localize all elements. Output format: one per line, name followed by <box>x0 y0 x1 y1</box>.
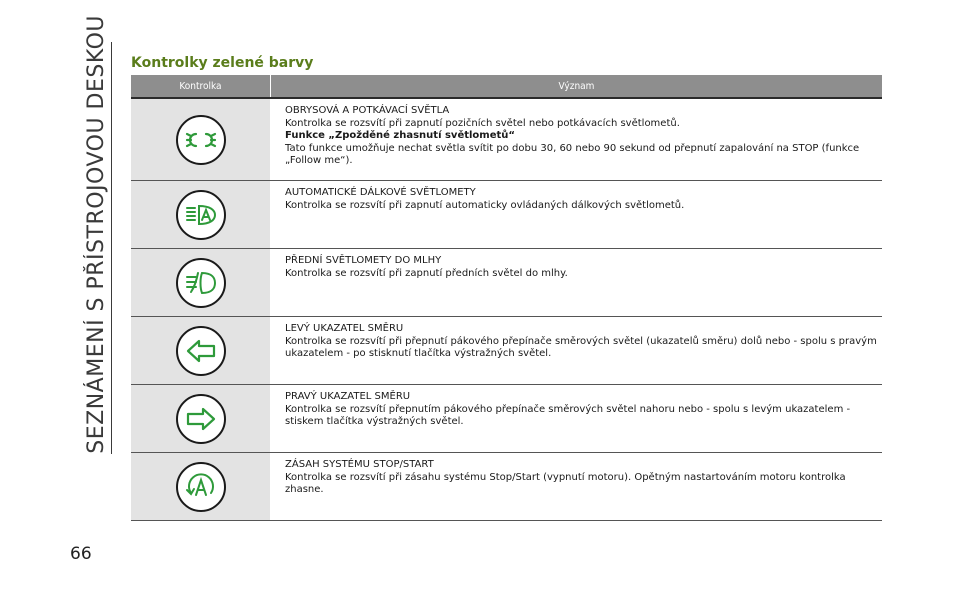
row-text: Kontrolka se rozsvítí při zapnutí automaticky ovládaných dálkových světlometů. <box>285 199 685 211</box>
meaning-cell <box>271 317 882 384</box>
chapter-title-text: SEZNÁMENÍ S PŘÍSTROJOVOU DESKOU <box>83 15 109 454</box>
table-header <box>131 75 882 97</box>
row-subtitle: Funkce „Zpožděné zhasnutí světlometů“ <box>285 130 515 141</box>
meaning-cell <box>271 249 882 316</box>
indicator-table <box>131 75 882 521</box>
icon-cell <box>131 317 271 384</box>
icon-cell <box>131 249 271 316</box>
meaning-cell <box>271 453 882 520</box>
table-row <box>131 249 882 317</box>
row-text: Kontrolka se rozsvítí při zásahu systému Stop/Start (vypnutí motoru). Opětným nastartováním motoru kontrolka zhasne. <box>285 471 846 495</box>
icon-cell <box>131 453 271 520</box>
chapter-side-title <box>76 15 116 454</box>
auto-high-beam-icon <box>176 190 226 240</box>
front-fog-lights-icon <box>176 258 226 308</box>
row-title: ZÁSAH SYSTÉMU STOP/START <box>285 459 434 470</box>
row-text: Kontrolka se rozsvítí při zapnutí pozičních světel nebo potkávacích světlometů. <box>285 117 680 129</box>
left-turn-arrow-icon <box>176 326 226 376</box>
meaning-cell <box>271 385 882 452</box>
icon-cell <box>131 385 271 452</box>
meaning-cell <box>271 181 882 248</box>
icon-cell <box>131 99 271 180</box>
table-row <box>131 385 882 453</box>
section-heading: Kontrolky zelené barvy <box>131 55 314 71</box>
row-text: Kontrolka se rozsvítí při přepnutí pákového přepínače směrových světel (ukazatelů směru) dolů nebo - spolu s pravým ukazatelem - po stisknutí tlačítka výstražných světel. <box>285 335 877 359</box>
row-text: Tato funkce umožňuje nechat světla svítit po dobu 30, 60 nebo 90 sekund od přepnutí zapalování na STOP (funkce „Follow me“). <box>285 142 860 166</box>
table-row <box>131 181 882 249</box>
row-title: PRAVÝ UKAZATEL SMĚRU <box>285 391 411 402</box>
row-text: Kontrolka se rozsvítí přepnutím pákového přepínače směrových světel nahoru nebo - spolu s levým ukazatelem - stiskem tlačítka výstražných světel. <box>285 403 851 427</box>
icon-cell <box>131 181 271 248</box>
page-number: 66 <box>70 544 92 564</box>
table-row <box>131 453 882 521</box>
row-title: OBRYSOVÁ A POTKÁVACÍ SVĚTLA <box>285 105 450 116</box>
right-turn-arrow-icon <box>176 394 226 444</box>
position-lights-icon <box>176 115 226 165</box>
row-title: PŘEDNÍ SVĚTLOMETY DO MLHY <box>285 255 442 266</box>
meaning-cell <box>271 99 882 180</box>
row-title: LEVÝ UKAZATEL SMĚRU <box>285 323 404 334</box>
row-title: AUTOMATICKÉ DÁLKOVÉ SVĚTLOMETY <box>285 187 476 198</box>
side-rule <box>111 42 112 454</box>
row-text: Kontrolka se rozsvítí při zapnutí předních světel do mlhy. <box>285 267 568 279</box>
table-row <box>131 99 882 181</box>
table-row <box>131 317 882 385</box>
stop-start-icon <box>176 462 226 512</box>
header-vyznam: Význam <box>558 80 595 92</box>
header-kontrolka: Kontrolka <box>131 75 271 97</box>
